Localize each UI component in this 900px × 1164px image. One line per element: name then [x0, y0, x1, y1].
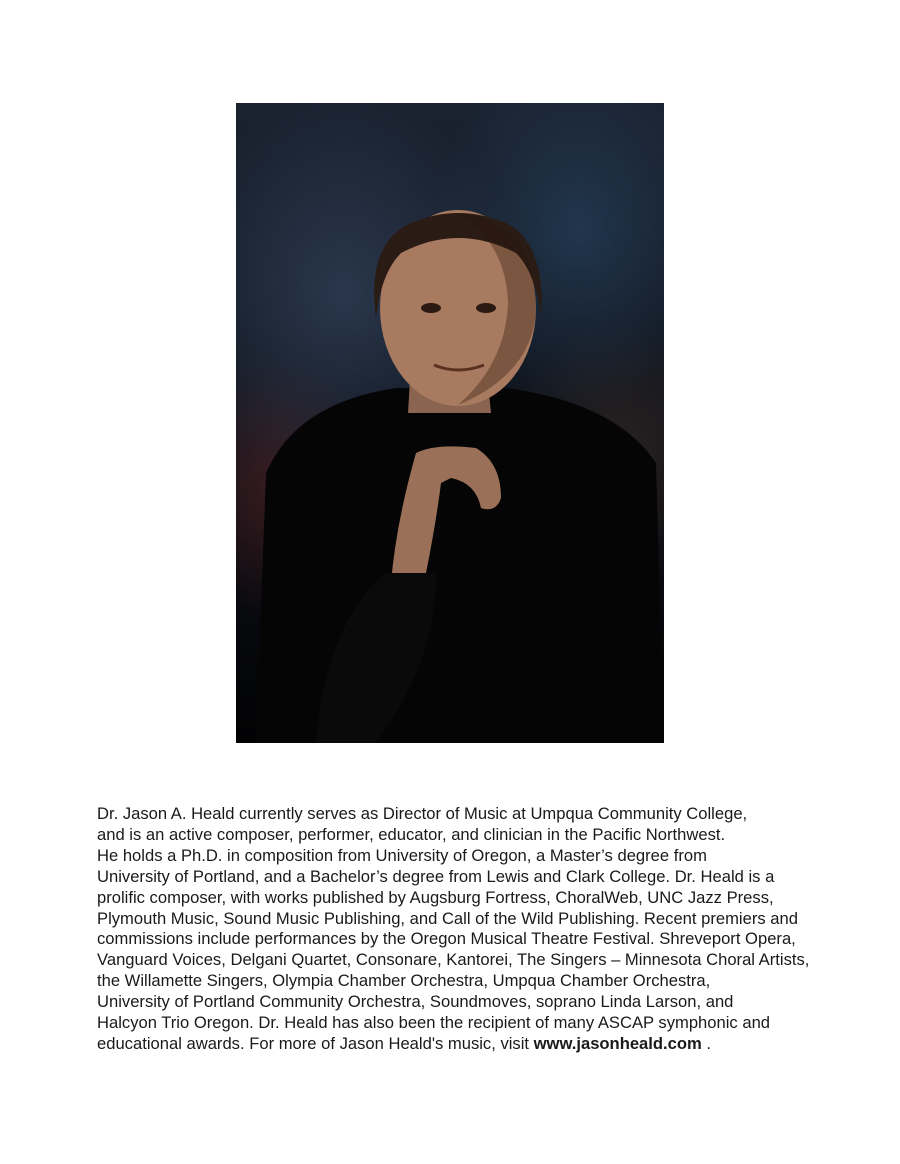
bio-line: Halcyon Trio Oregon. Dr. Heald has also been the recipient of many ASCAP symphonic and	[97, 1013, 771, 1033]
bio-line: He holds a Ph.D. in composition from University of Oregon, a Master’s degree from	[97, 845, 707, 865]
bio-line: prolific composer, with works published by Augsburg Fortress, ChoralWeb, UNC Jazz Press,	[97, 887, 774, 907]
bio-paragraph	[97, 804, 867, 1055]
bio-line: the Willamette Singers, Olympia Chamber Orchestra, Umpqua Chamber Orchestra,	[97, 971, 711, 991]
bio-line: University of Portland Community Orchestra, Soundmoves, soprano Linda Larson, and	[97, 992, 734, 1012]
bio-line: University of Portland, and a Bachelor’s degree from Lewis and Clark College. Dr. Heald is a	[97, 866, 775, 886]
bio-line: Vanguard Voices, Delgani Quartet, Consonare, Kantorei, The Singers – Minnesota Choral Artists,	[97, 950, 810, 970]
bio-line: Dr. Jason A. Heald currently serves as Director of Music at Umpqua Community College,	[97, 804, 748, 823]
portrait-figure	[236, 103, 664, 743]
bio-last-line	[97, 1034, 867, 1055]
bio-line: Plymouth Music, Sound Music Publishing, and Call of the Wild Publishing. Recent premiers and	[97, 908, 798, 928]
bio-line: and is an active composer, performer, educator, and clinician in the Pacific Northwest.	[97, 824, 726, 844]
portrait-photo	[236, 103, 664, 743]
bio-last-line-suffix: .	[701, 1033, 711, 1053]
bio-last-line-prefix: educational awards. For more of Jason Heald's music, visit	[97, 1033, 534, 1053]
bio-line: commissions include performances by the Oregon Musical Theatre Festival. Shreveport Opera,	[97, 929, 796, 949]
website-link[interactable]: www.jasonheald.com	[533, 1033, 702, 1053]
